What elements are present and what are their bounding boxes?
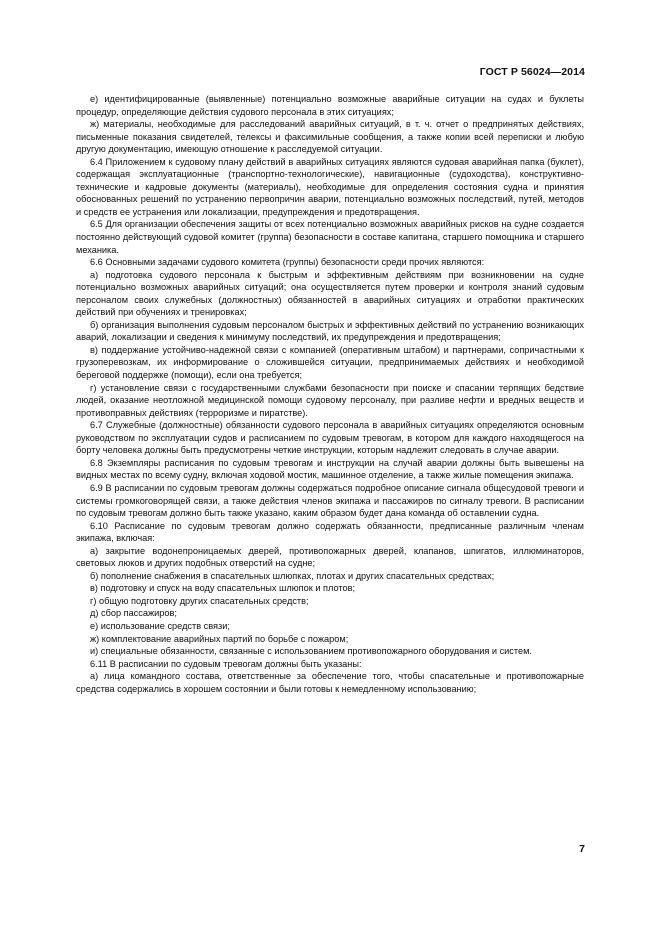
paragraph: е) использование средств связи; [90, 620, 230, 631]
document-body [76, 93, 584, 695]
paragraph: 6.10 Расписание по судовым тревогам должно содержать обязанности, предписанные различным членам экипажа, включая: [76, 520, 584, 544]
paragraph: 6.9 В расписании по судовым тревогам должны содержаться подробное описание сигнала общесудовой тревоги и системы громкоговорящей связи, а также действия членов экипажа и пассажиров по сигналу тревоги. В расписании по судовым тревогам должно быть также указано, каким образом будет дана команда об оставлении судна. [76, 482, 584, 519]
paragraph: 6.6 Основными задачами судового комитета (группы) безопасности среди прочих являются: [90, 257, 485, 268]
paragraph: а) закрытие водонепроницаемых дверей, противопожарных дверей, клапанов, шпигатов, иллюминаторов, световых люков и других подобных отверстий на судне; [76, 545, 584, 569]
paragraph: 6.8 Экземпляры расписания по судовым тревогам и инструкции на случай аварии должны быть вывешены на видных местах по всему судну, включая ходовой мостик, машинное отделение, а также жилые помещения экипажа. [76, 457, 584, 481]
paragraph: а) подготовка судового персонала к быстрым и эффективным действиям при возникновении на судне потенциально возможных аварийных ситуаций; она осуществляется путем проверки и контроля знаний судовым персоналом своих служебных (должностных) обязанностей в аварийных ситуациях и отработки практических действий при обучениях и тренировках; [76, 269, 584, 318]
paragraph: в) подготовку и спуск на воду спасательных шлюпок и плотов; [90, 583, 356, 594]
paragraph: 6.11 В расписании по судовым тревогам должны быть указаны: [90, 658, 362, 669]
paragraph: б) пополнение снабжения в спасательных шлюпках, плотах и других спасательных средствах; [90, 570, 495, 581]
paragraph: и) специальные обязанности, связанные с использованием противопожарного оборудования и систем. [90, 646, 532, 657]
paragraph: 6.4 Приложением к судовому плану действий в аварийных ситуациях являются судовая аварийная папка (буклет), содержащая эксплуатационные (транспортно-технологические), навигационные (судоходства), конструктивно-технические и кадровые документы (материалы), необходимые для определения состояния судна и принятия обоснованных решений по устранению первопричин аварии, потенциально возможных последствий, путей, методов и средств ее устранения или локализации, предупреждения и предотвращения. [76, 156, 584, 217]
paragraph: б) организация выполнения судовым персоналом быстрых и эффективных действий по устранению возникающих аварий, локализации и сведения к минимуму последствий, их предупреждения и предотвращения; [76, 319, 584, 343]
paragraph: 6.7 Служебные (должностные) обязанности судового персонала в аварийных ситуациях определяются основным руководством по эксплуатации судов и расписанием по судовым тревогам, в котором для каждого находящегося на борту человека должны быть предусмотрены четкие инструкции, которым надлежит следовать в случае аварии. [76, 420, 584, 456]
paragraph: 6.5 Для организации обеспечения защиты от всех потенциально возможных аварийных рисков на судне создается постоянно действующий судовой комитет (группа) безопасности в составе капитана, старшего помощника и старшего механика. [76, 219, 584, 255]
paragraph: е) идентифицированные (выявленные) потенциально возможные аварийные ситуации на судах и буклеты процедур, определяющие действия судового персонала в этих ситуациях; [76, 94, 584, 117]
paragraph: ж) материалы, необходимые для расследований аварийных ситуаций, в т. ч. отчет о предпринятых действиях, письменные показания свидетелей, телексы и факсимильные сообщения, а также копии всей переписки и любую другую документацию, имеющую отношение к расследуемой ситуации. [76, 119, 584, 155]
paragraph: г) установление связи с государственными службами безопасности при поиске и спасании терпящих бедствие людей, оказание неотложной медицинской помощи судовому персоналу, при разливе нефти и вредных веществ и противоправных действиях (терроризме и пиратстве). [76, 382, 584, 418]
paragraph: в) поддержание устойчиво-надежной связи с компанией (оперативным штабом) и партнерами, сопричастными к грузоперевозкам, их информирование о сложившейся ситуации, предпринимаемых действиях и необходимой береговой поддержке (помощи), если она требуется; [76, 344, 584, 381]
paragraph: д) сбор пассажиров; [90, 608, 177, 619]
page-number: 7 [579, 843, 585, 855]
paragraph: г) общую подготовку других спасательных средств; [90, 595, 309, 606]
document-number: ГОСТ Р 56024—2014 [479, 66, 585, 78]
paragraph: а) лица командного состава, ответственные за обеспечение того, чтобы спасательные и противопожарные средства содержались в хорошем состоянии и были готовы к немедленному использованию; [76, 671, 584, 694]
paragraph: ж) комплектование аварийных партий по борьбе с пожаром; [90, 633, 349, 644]
